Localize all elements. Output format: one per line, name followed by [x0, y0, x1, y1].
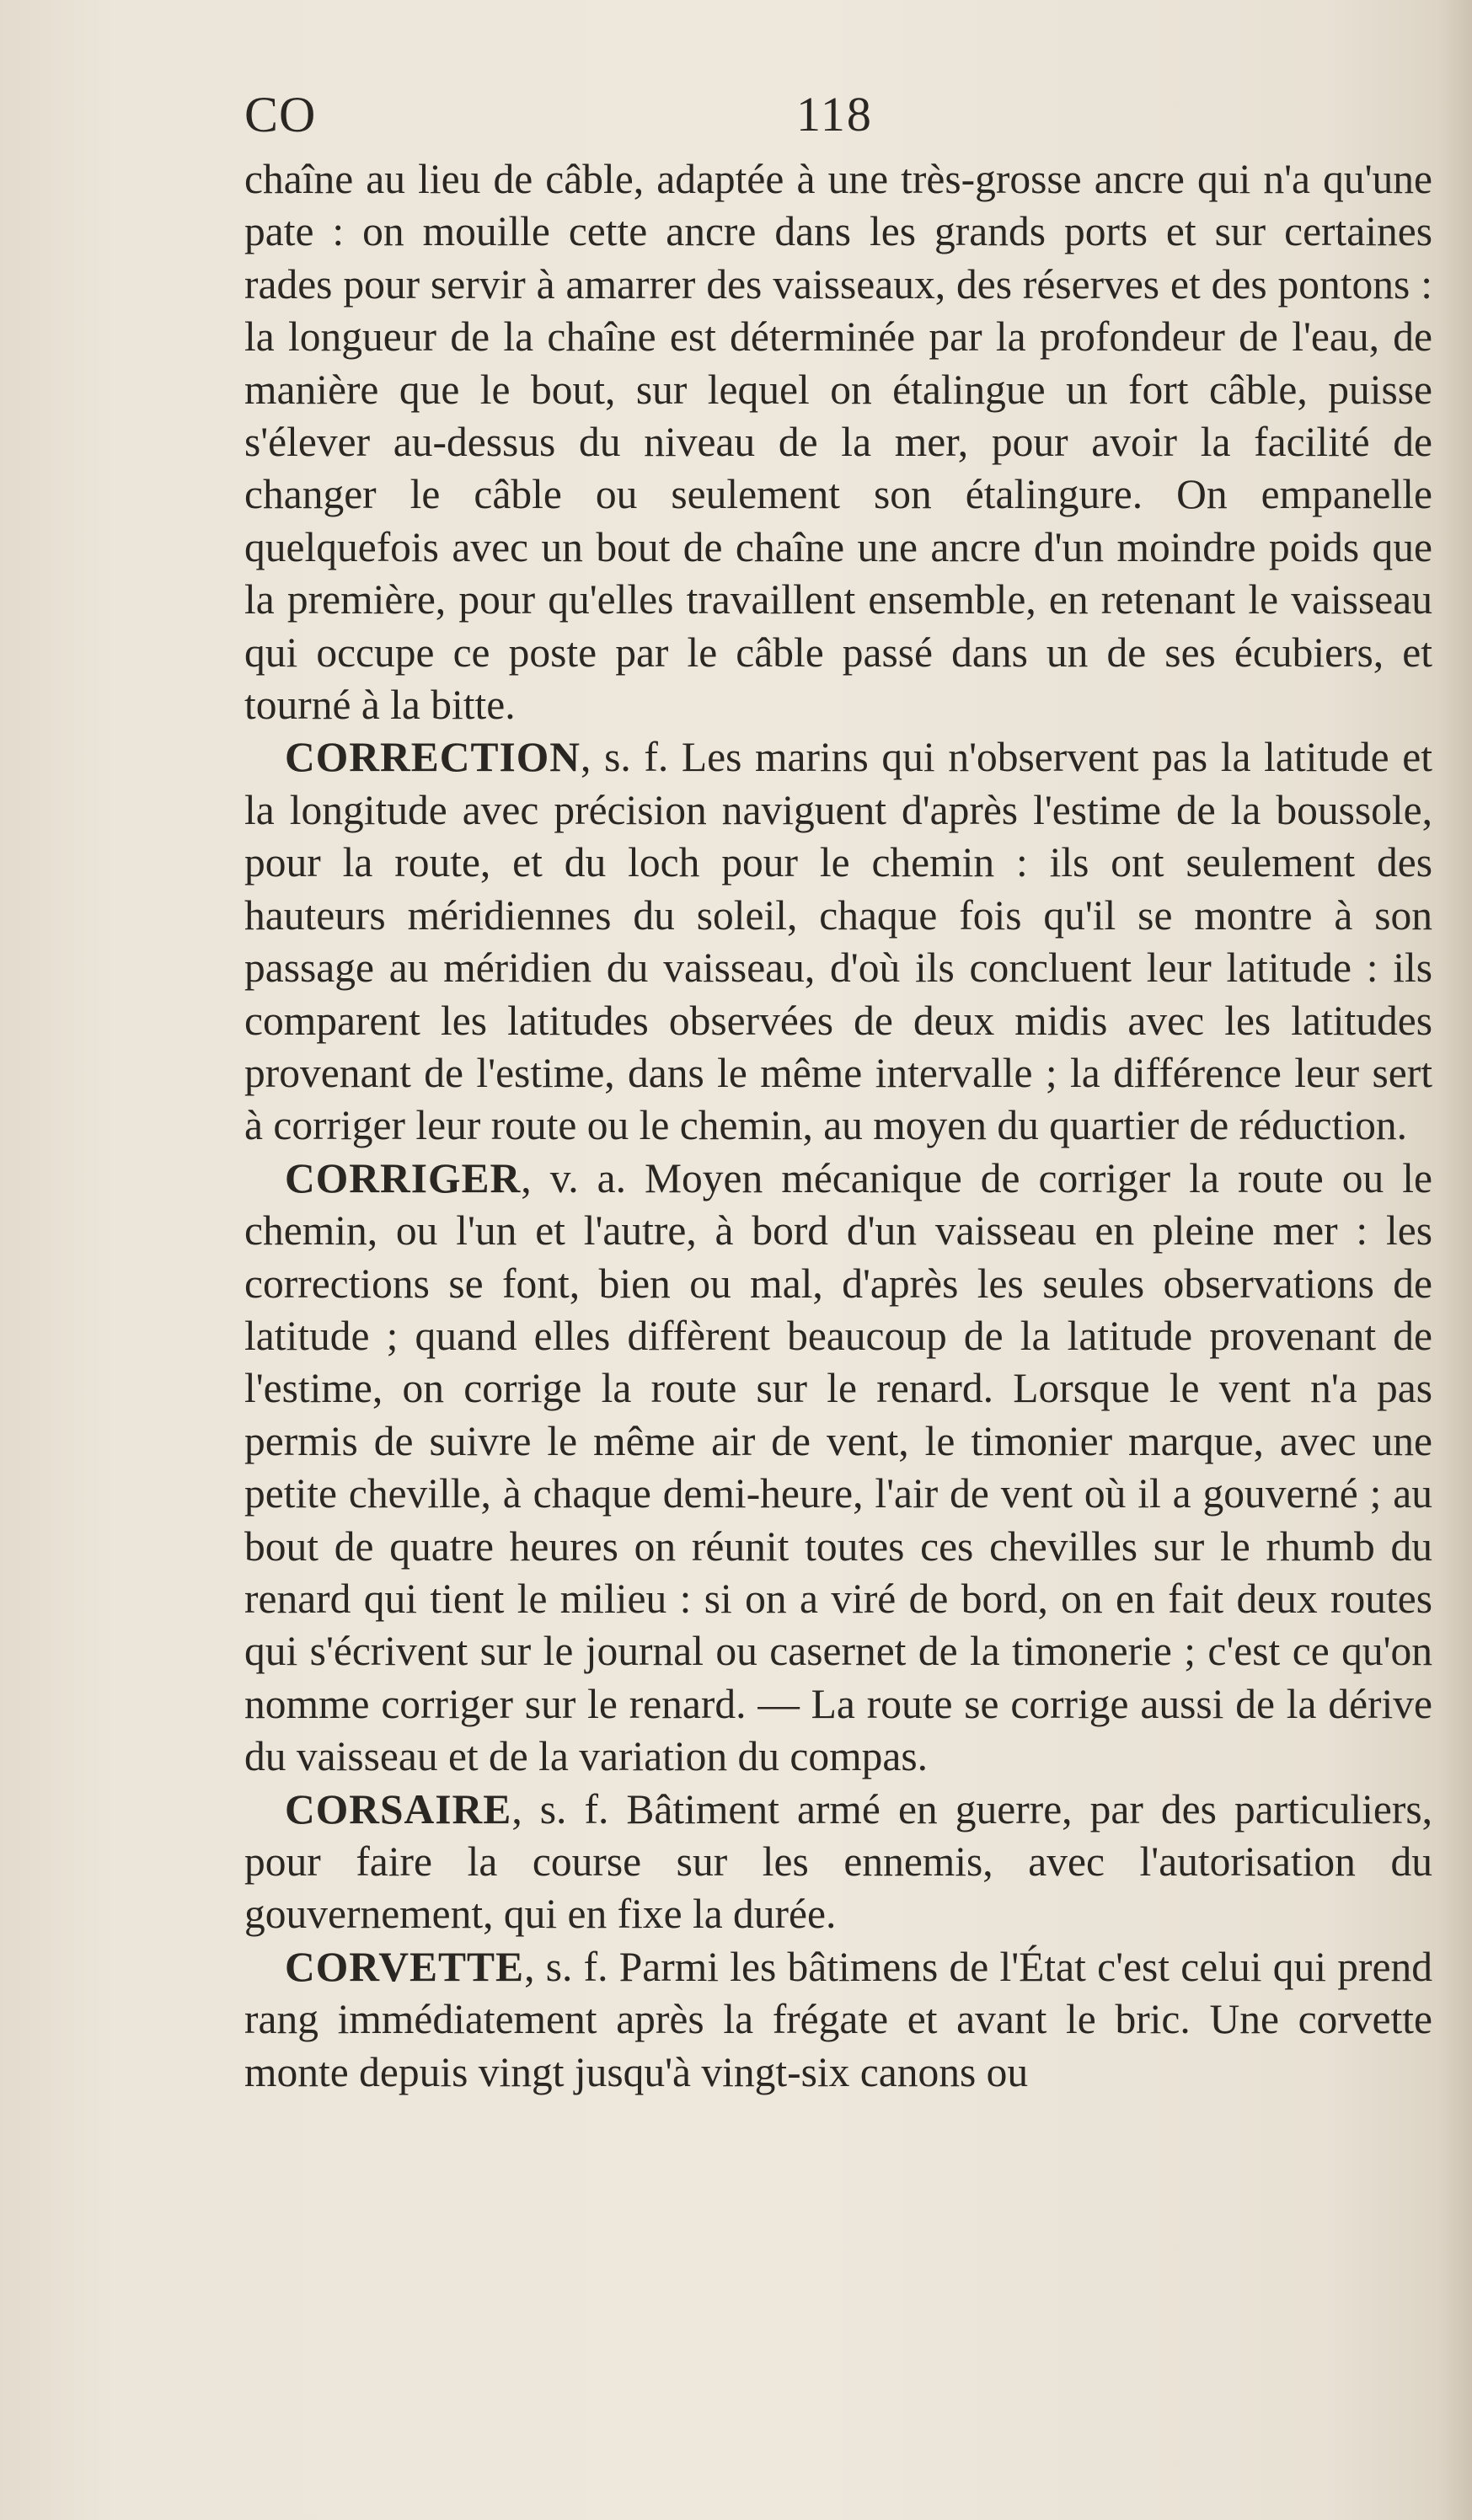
entry-text: , v. a. Moyen mécanique de corriger la route ou le chemin, ou l'un et l'autre, à bord d'un vaisseau en pleine mer : les corrections se font, bien ou mal, d'après les seules observations de latitude ; quand elles diffèrent beaucoup de la latitude provenant de l'estime, on corrige la route sur le renard. Lorsque le vent n'a pas permis de suivre le même air de vent, le timonier marque, avec une petite cheville, à chaque demi-heure, l'air de vent où il a gouverné ; au bout de quatre heures on réunit toutes ces chevilles sur le rhumb du renard qui tient le milieu : si on a viré de bord, on en fait deux routes qui s'écrivent sur le journal ou casernet de la timonerie ; c'est ce qu'on nomme corriger sur le renard. — La route se corrige aussi de la dérive du vaisseau et de la variation du compas. — [244, 1154, 1432, 1780]
page-number: 118 — [796, 87, 873, 142]
paragraph-continuation — [244, 153, 1432, 731]
headword: CORRIGER — [285, 1154, 522, 1201]
headword: CORSAIRE — [285, 1785, 512, 1832]
entry-correction — [244, 731, 1432, 1152]
running-head — [244, 86, 1421, 153]
page-edge-shadow — [1438, 0, 1472, 2520]
headword: CORRECTION — [285, 734, 581, 781]
entry-text: , s. f. Bâtiment armé en guerre, par des particuliers, pour faire la course sur les ennemis, avec l'autorisation du gouvernement, qui en fixe la durée. — [244, 1785, 1432, 1938]
paragraph-text: chaîne au lieu de câble, adaptée à une très-grosse ancre qui n'a qu'une pate : on mouille cette ancre dans les grands ports et sur certaines rades pour servir à amarrer des vaisseaux, des réserves et des pontons : la longueur de la chaîne est déterminée par la profondeur de l'eau, de manière que le bout, sur lequel on étalingue un fort câble, puisse s'élever au-dessus du niveau de la mer, pour avoir la facilité de changer le câble ou seulement son étalingure. On empanelle quelquefois avec un bout de chaîne une ancre d'un moindre poids que la première, pour qu'elles travaillent ensemble, en retenant le vaisseau qui occupe ce poste par le câble passé dans un de ses écubiers, et tourné à la bitte. — [244, 156, 1432, 729]
entry-corsaire — [244, 1784, 1432, 1941]
entry-text: , s. f. Les marins qui n'observent pas la latitude et la longitude avec précision naviguent d'après l'estime de la boussole, pour la route, et du loch pour le chemin : ils ont seulement des hauteurs méridiennes du soleil, chaque fois qu'il se montre à son passage au méridien du vaisseau, d'où ils concluent leur latitude : ils comparent les latitudes observées de deux midis avec les latitudes provenant de l'estime, dans le même intervalle ; la différence leur sert à corriger leur route ou le chemin, au moyen du quartier de réduction. — [244, 734, 1432, 1149]
headword: CORVETTE — [285, 1943, 525, 1990]
entry-corvette — [244, 1941, 1432, 2099]
entry-corriger — [244, 1153, 1432, 1784]
body-text — [244, 153, 1432, 2099]
entry-text: , s. f. Parmi les bâtimens de l'État c'est celui qui prend rang immédiatement après la frégate et avant le bric. Une corvette monte depuis vingt jusqu'à vingt-six canons ou — [244, 1943, 1432, 2095]
section-letters: CO — [244, 87, 317, 142]
